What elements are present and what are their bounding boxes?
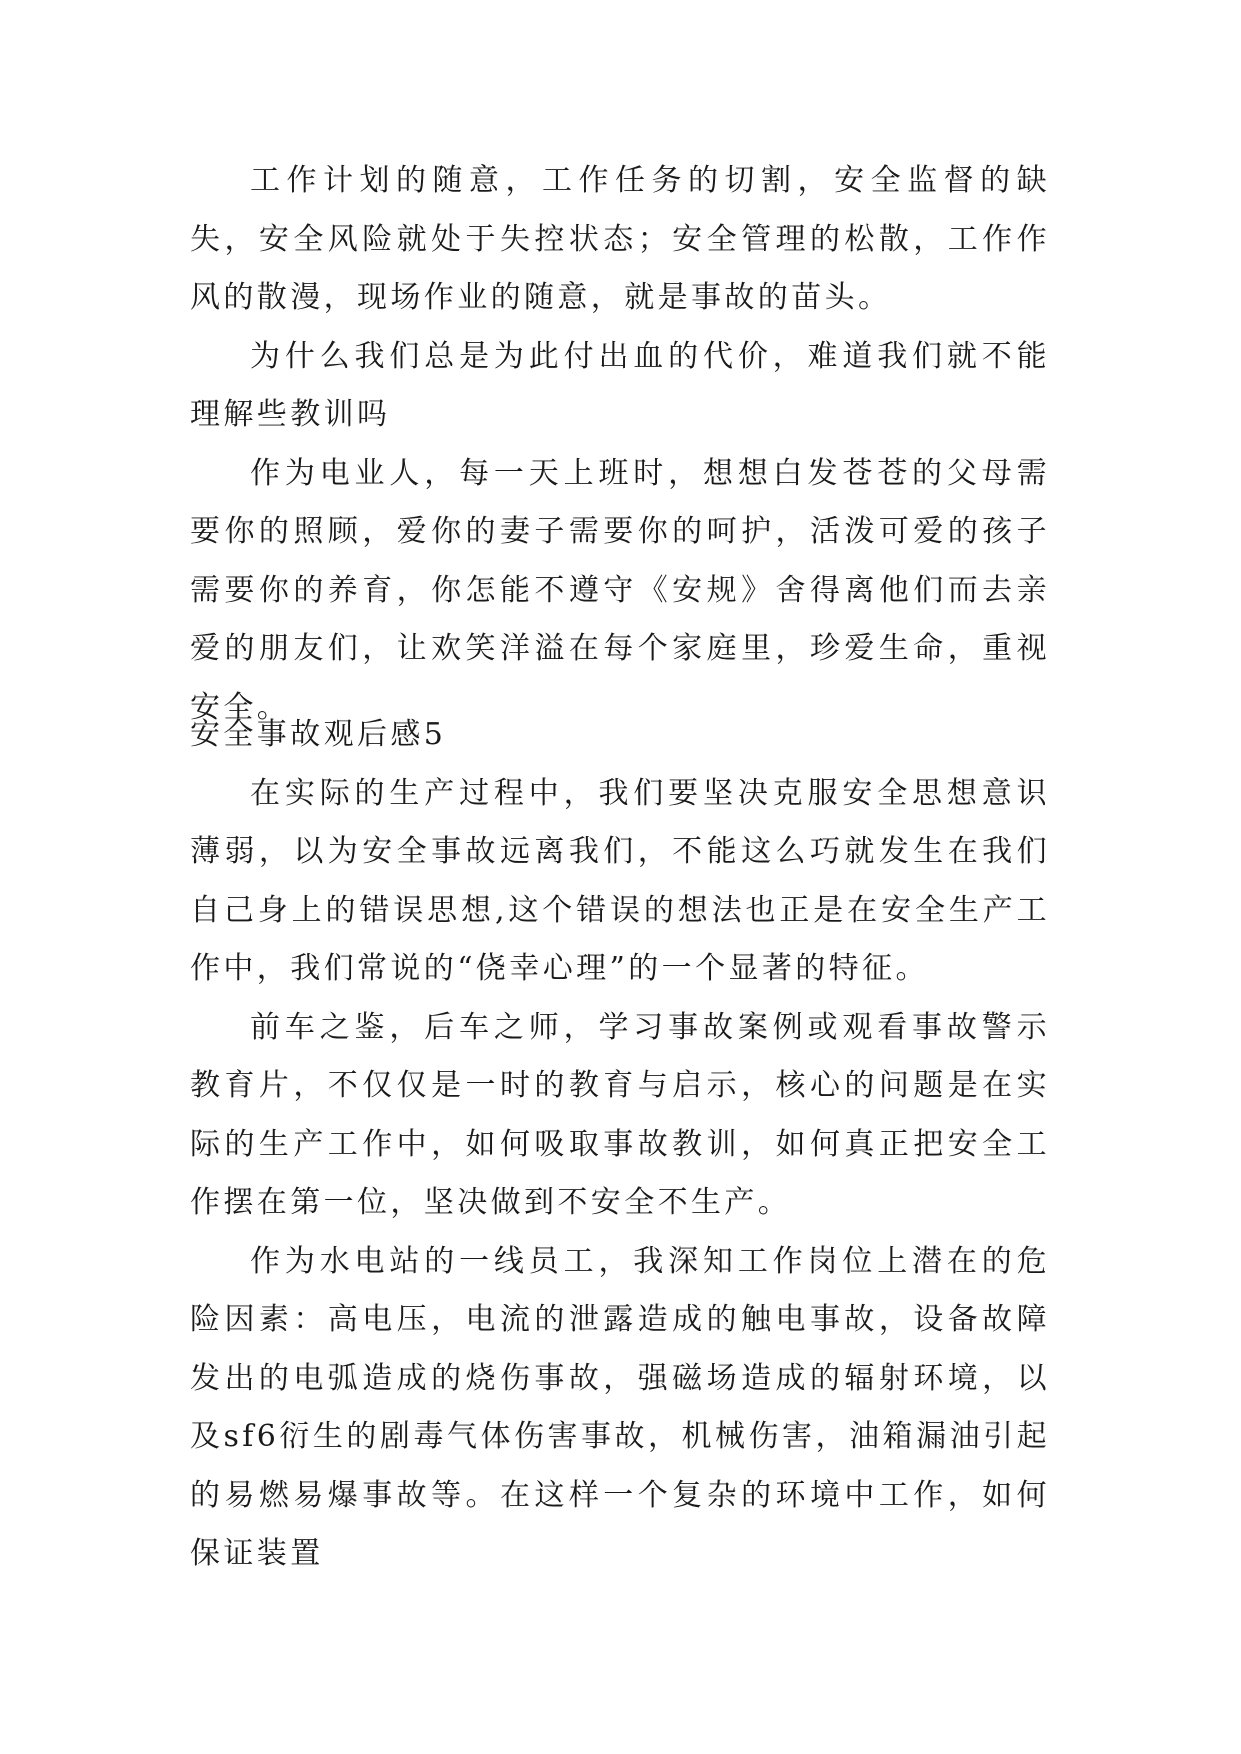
paragraph: 在实际的生产过程中，我们要坚决克服安全思想意识薄弱，以为安全事故远离我们，不能这么巧就发生在我们自己身上的错误思想,这个错误的想法也正是在安全生产工作中，我们常说的“侥幸心理”的一个显著的特征。	[190, 775, 1050, 986]
paragraph: 为什么我们总是为此付出血的代价，难道我们就不能理解些教训吗	[190, 338, 1050, 432]
paragraph: 前车之鉴，后车之师，学习事故案例或观看事故警示教育片，不仅仅是一时的教育与启示，核心的问题是在实际的生产工作中，如何吸取事故教训，如何真正把安全工作摆在第一位，坚决做到不安全不生产。	[190, 1009, 1050, 1220]
section-heading: 安全事故观后感5	[190, 717, 447, 752]
paragraph: 作为电业人，每一天上班时，想想白发苍苍的父母需要你的照顾，爱你的妻子需要你的呵护，活泼可爱的孩子需要你的养育，你怎能不遵守《安规》舍得离他们而去亲爱的朋友们，让欢笑洋溢在每个家庭里，珍爱生命，重视安全。	[190, 455, 1050, 725]
section-previous-continued	[190, 152, 1050, 737]
section-essay-5	[190, 706, 1050, 1584]
paragraph: 工作计划的随意，工作任务的切割，安全监督的缺失，安全风险就处于失控状态；安全管理的松散，工作作风的散漫，现场作业的随意，就是事故的苗头。	[190, 163, 1050, 315]
paragraph: 作为水电站的一线员工，我深知工作岗位上潜在的危险因素：高电压，电流的泄露造成的触电事故，设备故障发出的电弧造成的烧伤事故，强磁场造成的辐射环境，以及sf6衍生的剧毒气体伤害事故，机械伤害，油箱漏油引起的易燃易爆事故等。在这样一个复杂的环境中工作，如何保证装置	[190, 1243, 1050, 1571]
